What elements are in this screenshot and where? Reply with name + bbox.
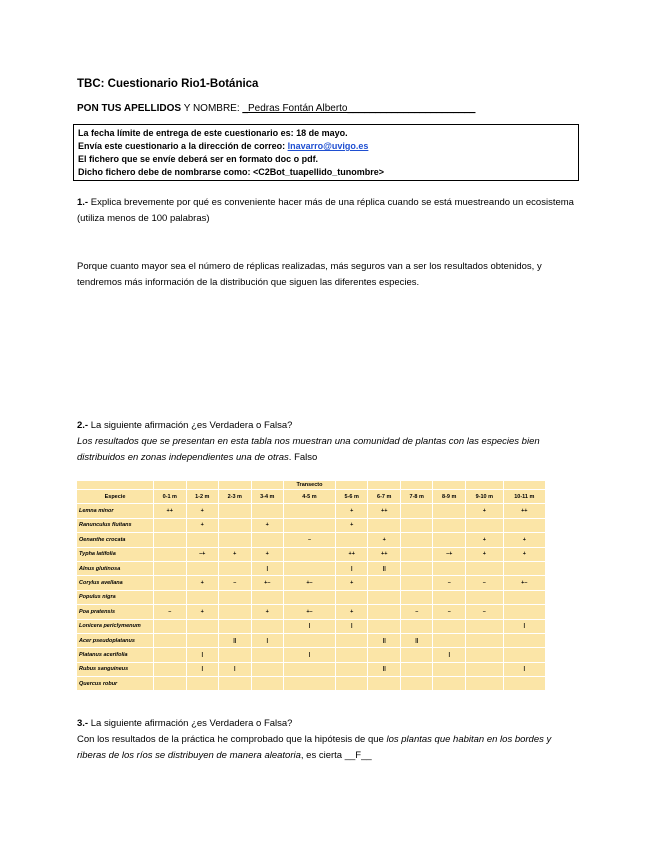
table-row — [77, 648, 546, 662]
table-header-transect-cell — [154, 481, 187, 490]
table-cell-value — [284, 633, 336, 647]
table-cell-value — [433, 677, 466, 691]
format-line: El fichero que se envíe deberá ser en formato doc o pdf. — [78, 154, 319, 164]
table-cell-value — [251, 533, 284, 547]
table-cell-value — [368, 576, 401, 590]
table-cell-value: || — [368, 561, 401, 575]
table-cell-value — [219, 605, 252, 619]
table-cell-species: Populus nigra — [77, 590, 154, 604]
table-cell-value: + — [219, 547, 252, 561]
table-cell-value: + — [465, 504, 503, 518]
question-3 — [77, 716, 582, 764]
table-cell-value: + — [186, 605, 219, 619]
table-cell-value: + — [368, 533, 401, 547]
table-cell-value — [400, 561, 433, 575]
table-cell-value — [154, 677, 187, 691]
table-cell-value — [368, 619, 401, 633]
table-cell-value — [400, 619, 433, 633]
table-cell-value — [433, 662, 466, 676]
table-cell-species: Acer pseudoplatanus — [77, 633, 154, 647]
table-row — [77, 576, 546, 590]
deadline-line: La fecha límite de entrega de este cuestionario es: 18 de mayo. — [78, 128, 348, 138]
table-cell-value: + — [503, 533, 545, 547]
student-name-field[interactable]: _Pedras Fontán Alberto_______________________ — [242, 103, 476, 114]
table-cell-value — [433, 590, 466, 604]
table-cell-value: | — [284, 619, 336, 633]
question-3-body: Con los resultados de la práctica he comprobado que la hipótesis de que — [77, 734, 387, 745]
table-row — [77, 605, 546, 619]
table-cell-value: | — [335, 561, 368, 575]
table-header-column: 1-2 m — [186, 490, 219, 504]
table-cell-value — [465, 677, 503, 691]
table-row — [77, 547, 546, 561]
table-cell-value — [503, 648, 545, 662]
table-cell-value — [219, 518, 252, 532]
table-cell-value: – — [465, 576, 503, 590]
table-cell-value: – — [154, 605, 187, 619]
question-3-number: 3.- — [77, 718, 89, 729]
table-cell-value: + — [186, 576, 219, 590]
name-label-bold: PON TUS APELLIDOS — [77, 103, 182, 114]
table-cell-value: + — [503, 547, 545, 561]
table-cell-value: || — [219, 633, 252, 647]
question-2-text: La siguiente afirmación ¿es Verdadera o Falsa? — [88, 420, 293, 431]
table-header-row — [77, 490, 546, 504]
table-row — [77, 518, 546, 532]
table-cell-value — [503, 605, 545, 619]
table-row — [77, 633, 546, 647]
table-cell-value — [368, 518, 401, 532]
table-cell-value — [251, 677, 284, 691]
table-cell-value — [154, 648, 187, 662]
table-cell-value — [335, 533, 368, 547]
table-cell-value: | — [503, 662, 545, 676]
table-cell-value — [503, 590, 545, 604]
table-cell-value — [400, 547, 433, 561]
table-cell-value: +– — [251, 576, 284, 590]
table-header-column: 9-10 m — [465, 490, 503, 504]
table-row — [77, 662, 546, 676]
table-cell-value: + — [335, 518, 368, 532]
instructions-box — [73, 124, 579, 181]
table-cell-value — [284, 677, 336, 691]
table-cell-value — [400, 533, 433, 547]
table-cell-value — [335, 633, 368, 647]
table-cell-value: + — [465, 547, 503, 561]
table-header-column: 3-4 m — [251, 490, 284, 504]
table-cell-species: Ranunculus fluitans — [77, 518, 154, 532]
table-cell-value: +– — [503, 576, 545, 590]
table-cell-value — [154, 533, 187, 547]
email-link[interactable]: lnavarro@uvigo.es — [287, 141, 369, 151]
table-cell-species: Quercus robur — [77, 677, 154, 691]
table-cell-value — [368, 677, 401, 691]
table-row — [77, 504, 546, 518]
table-header-transect-cell — [400, 481, 433, 490]
table-cell-value: | — [186, 662, 219, 676]
table-cell-value — [219, 533, 252, 547]
table-cell-value — [284, 662, 336, 676]
table-header-transect-cell: Transecto — [284, 481, 336, 490]
table-cell-value: + — [251, 605, 284, 619]
table-cell-value — [251, 619, 284, 633]
table-cell-value — [154, 561, 187, 575]
table-cell-value: | — [335, 619, 368, 633]
table-cell-value: + — [335, 504, 368, 518]
table-cell-value — [251, 662, 284, 676]
table-cell-value — [284, 518, 336, 532]
table-cell-value: – — [219, 576, 252, 590]
table-cell-value — [335, 662, 368, 676]
table-cell-value — [465, 518, 503, 532]
table-header-transect-cell — [335, 481, 368, 490]
table-cell-value — [154, 547, 187, 561]
table-cell-value: | — [503, 619, 545, 633]
table-cell-value: + — [186, 518, 219, 532]
table-cell-value — [335, 590, 368, 604]
table-cell-value: || — [368, 633, 401, 647]
table-cell-value: + — [335, 605, 368, 619]
table-cell-value — [465, 662, 503, 676]
table-header-species: Especie — [77, 490, 154, 504]
table-cell-value — [400, 677, 433, 691]
table-cell-value — [251, 590, 284, 604]
table-cell-value — [400, 662, 433, 676]
table-cell-value — [284, 547, 336, 561]
table-cell-species: Alnus glutinosa — [77, 561, 154, 575]
table-cell-value: – — [433, 576, 466, 590]
table-cell-value — [503, 633, 545, 647]
table-cell-value: + — [251, 547, 284, 561]
table-cell-value: | — [433, 648, 466, 662]
table-cell-value: ++ — [154, 504, 187, 518]
table-cell-species: Rubus sanguineus — [77, 662, 154, 676]
table-cell-value — [284, 561, 336, 575]
table-cell-value — [368, 605, 401, 619]
table-cell-value — [186, 619, 219, 633]
table-header-transect-cell — [465, 481, 503, 490]
table-cell-value — [465, 561, 503, 575]
table-cell-value: + — [186, 504, 219, 518]
table-cell-value — [503, 561, 545, 575]
table-cell-species: Lemna minor — [77, 504, 154, 518]
table-header-column: 0-1 m — [154, 490, 187, 504]
table-cell-value — [219, 590, 252, 604]
table-cell-value: || — [400, 633, 433, 647]
email-line: Envía este cuestionario a la dirección de correo: lnavarro@uvigo.es — [78, 141, 369, 151]
table-cell-value — [219, 677, 252, 691]
table-cell-value: +– — [284, 605, 336, 619]
table-cell-value — [433, 533, 466, 547]
table-cell-value — [154, 633, 187, 647]
table-cell-value: + — [251, 518, 284, 532]
table-row — [77, 619, 546, 633]
table-cell-value: + — [335, 576, 368, 590]
table-header-column: 8-9 m — [433, 490, 466, 504]
table-cell-value: | — [251, 633, 284, 647]
table-cell-value — [433, 561, 466, 575]
table-cell-value — [503, 518, 545, 532]
table-row — [77, 561, 546, 575]
table-cell-species: Oenanthe crocata — [77, 533, 154, 547]
table-cell-value — [251, 504, 284, 518]
table-cell-value — [186, 561, 219, 575]
table-cell-value — [335, 648, 368, 662]
table-cell-species: Corylus avellana — [77, 576, 154, 590]
document-title: TBC: Cuestionario Rio1-Botánica — [77, 78, 259, 90]
table-cell-value — [368, 648, 401, 662]
table-cell-value: ++ — [335, 547, 368, 561]
table-cell-value — [433, 633, 466, 647]
name-line — [77, 103, 475, 114]
table-cell-value: +– — [284, 576, 336, 590]
table-cell-value — [154, 619, 187, 633]
answer-3[interactable]: , es cierta __F__ — [300, 750, 372, 761]
table-cell-value — [433, 619, 466, 633]
table-cell-value — [219, 648, 252, 662]
table-header-transect-cell — [219, 481, 252, 490]
table-cell-value — [154, 576, 187, 590]
answer-1[interactable]: Porque cuanto mayor sea el número de réplicas realizadas, más seguros van a ser los resultados obtenidos, y tendremos más información de la distribución que siguen las diferentes especies. — [77, 261, 542, 288]
table-cell-species: Poa pratensis — [77, 605, 154, 619]
table-cell-value — [154, 662, 187, 676]
question-2-statement: Los resultados que se presentan en esta tabla nos muestran una comunidad de plantas con las especies bien distribuidos en zonas independientes una de otras — [77, 436, 540, 463]
table-cell-value: – — [433, 605, 466, 619]
table-cell-value: –+ — [433, 547, 466, 561]
question-2 — [77, 418, 582, 466]
table-cell-value: ++ — [503, 504, 545, 518]
table-cell-value: – — [465, 605, 503, 619]
table-cell-species: Lonicera periclymenum — [77, 619, 154, 633]
table-cell-value — [186, 677, 219, 691]
table-header-transect-cell — [368, 481, 401, 490]
question-1-text: Explica brevemente por qué es conveniente hacer más de una réplica cuando se está muestreando un ecosistema (utiliza menos de 100 palabras) — [77, 197, 574, 224]
table-header-blank — [77, 481, 154, 490]
filename-line: Dicho fichero debe de nombrarse como: <C2Bot_tuapellido_tunombre> — [78, 167, 385, 177]
table-cell-value — [186, 590, 219, 604]
table-cell-value — [465, 633, 503, 647]
table-cell-value — [368, 590, 401, 604]
question-2-number: 2.- — [77, 420, 89, 431]
table-cell-value — [400, 504, 433, 518]
table-row — [77, 533, 546, 547]
table-cell-value: | — [219, 662, 252, 676]
table-header-column: 5-6 m — [335, 490, 368, 504]
table-cell-value — [400, 590, 433, 604]
table-row — [77, 590, 546, 604]
table-cell-value — [465, 619, 503, 633]
table-header-column: 6-7 m — [368, 490, 401, 504]
table-cell-value: | — [186, 648, 219, 662]
table-cell-value — [400, 518, 433, 532]
question-1 — [77, 195, 582, 227]
answer-2[interactable]: . Falso — [288, 452, 318, 463]
table-header-column: 7-8 m — [400, 490, 433, 504]
table-header-transect-cell — [186, 481, 219, 490]
table-cell-value — [433, 504, 466, 518]
table-cell-value: ++ — [368, 547, 401, 561]
table-cell-value — [154, 518, 187, 532]
table-cell-value: –+ — [186, 547, 219, 561]
table-cell-value — [503, 677, 545, 691]
table-header-transect-cell — [251, 481, 284, 490]
table-cell-value: | — [284, 648, 336, 662]
table-cell-value: – — [400, 605, 433, 619]
question-1-number: 1.- — [77, 197, 89, 208]
table-cell-value — [186, 633, 219, 647]
table-cell-value: ++ — [368, 504, 401, 518]
table-header-column: 10-11 m — [503, 490, 545, 504]
table-cell-value — [335, 677, 368, 691]
table-cell-value — [251, 648, 284, 662]
table-cell-value: | — [251, 561, 284, 575]
table-cell-species: Typha latifolia — [77, 547, 154, 561]
table-cell-value — [154, 590, 187, 604]
table-cell-value: – — [284, 533, 336, 547]
table-row — [77, 677, 546, 691]
table-cell-value — [400, 648, 433, 662]
table-header-transect-cell — [433, 481, 466, 490]
table-cell-value: + — [465, 533, 503, 547]
question-3-statement: los plantas que habitan en los bordes y riberas de los ríos se distribuyen de manera aleatoria — [77, 734, 552, 761]
table-cell-value — [465, 648, 503, 662]
species-transect-table — [76, 480, 546, 691]
table-header-column: 4-5 m — [284, 490, 336, 504]
table-header-transect-row — [77, 481, 546, 490]
table-header-transect-cell — [503, 481, 545, 490]
table-cell-value — [433, 518, 466, 532]
table-cell-value — [219, 561, 252, 575]
table-cell-value — [284, 590, 336, 604]
table-cell-value: || — [368, 662, 401, 676]
table-cell-value — [284, 504, 336, 518]
table-cell-value — [400, 576, 433, 590]
table-header-column: 2-3 m — [219, 490, 252, 504]
question-3-text: La siguiente afirmación ¿es Verdadera o Falsa? — [88, 718, 293, 729]
table-cell-value — [219, 504, 252, 518]
table-cell-value — [186, 533, 219, 547]
table-cell-species: Platanus acerifolia — [77, 648, 154, 662]
table-cell-value — [219, 619, 252, 633]
name-label-rest: Y NOMBRE: — [181, 103, 243, 114]
table-cell-value — [465, 590, 503, 604]
